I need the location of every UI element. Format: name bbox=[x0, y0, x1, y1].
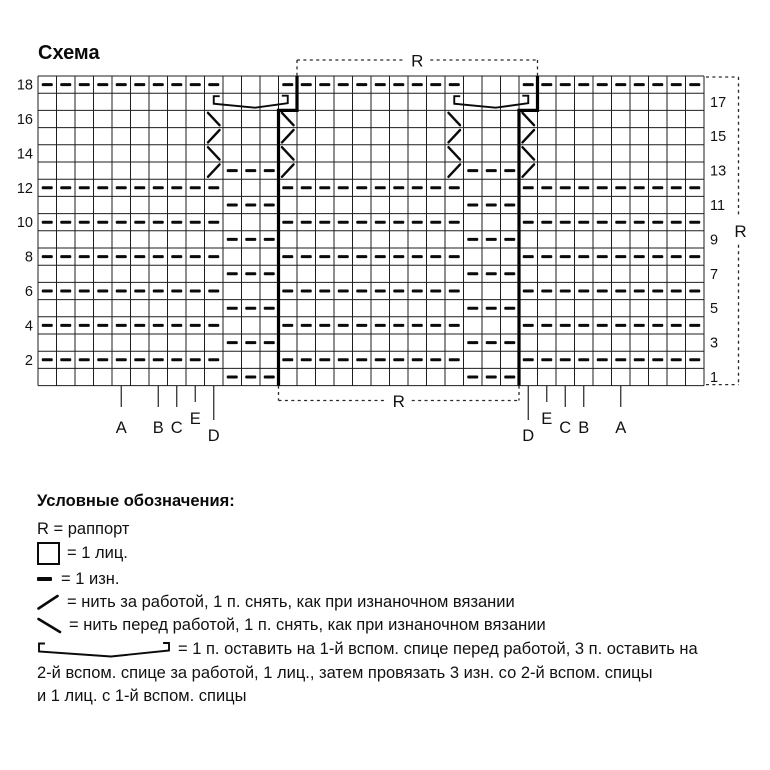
slip-yarn-back-icon bbox=[37, 594, 60, 611]
row-number-left: 6 bbox=[24, 284, 33, 300]
row-numbers-right bbox=[710, 95, 726, 386]
size-marker-letter: C bbox=[559, 419, 572, 437]
row-number-left: 14 bbox=[16, 146, 33, 163]
size-marker-letter: D bbox=[522, 427, 535, 445]
row-number-right: 1 bbox=[710, 370, 719, 386]
row-number-right: 13 bbox=[710, 163, 727, 180]
grid-lines bbox=[38, 76, 704, 386]
row-number-left: 8 bbox=[24, 249, 33, 266]
row-number-left: 18 bbox=[16, 77, 33, 94]
legend-item-slip-back bbox=[37, 591, 752, 613]
size-marker-letter: A bbox=[115, 419, 127, 437]
legend-heading: Условные обозначения: bbox=[37, 492, 235, 510]
knit-square-icon bbox=[37, 542, 60, 565]
rapport-label-top: R bbox=[411, 51, 424, 71]
legend bbox=[37, 492, 752, 710]
size-marker-letter: B bbox=[152, 419, 164, 437]
legend-item-slip-front bbox=[37, 614, 752, 636]
size-marker-letter: B bbox=[578, 419, 590, 437]
row-number-right: 17 bbox=[710, 94, 727, 111]
rapport-label-bottom: R bbox=[392, 392, 405, 411]
legend-knit-text: = 1 лиц. bbox=[67, 544, 128, 562]
row-numbers-left bbox=[17, 78, 33, 369]
row-number-left: 10 bbox=[16, 215, 33, 232]
legend-cable-text-3: и 1 лиц. с 1-й вспом. спицы bbox=[37, 687, 247, 705]
rapport-label-right: R bbox=[734, 221, 747, 241]
purl-dash-icon bbox=[37, 577, 52, 581]
cable-cross-icon bbox=[37, 640, 171, 659]
size-marker-letter: E bbox=[541, 410, 553, 428]
row-number-right: 3 bbox=[710, 335, 719, 352]
legend-item-purl bbox=[37, 568, 752, 590]
row-number-left: 12 bbox=[16, 180, 33, 197]
row-number-right: 9 bbox=[710, 232, 719, 249]
legend-slip-back-text: = нить за работой, 1 п. снять, как при изнаночном вязании bbox=[67, 592, 515, 611]
page-title: Схема bbox=[38, 42, 100, 64]
size-marker-letter: A bbox=[615, 419, 627, 437]
legend-item-rapport bbox=[37, 518, 752, 540]
row-number-left: 4 bbox=[24, 318, 33, 335]
legend-item-cable bbox=[37, 637, 752, 662]
rapport-bracket-top bbox=[297, 52, 538, 77]
row-number-left: 16 bbox=[16, 112, 33, 128]
size-marker-letter: E bbox=[189, 410, 201, 428]
legend-item-knit bbox=[37, 541, 752, 566]
legend-cable-text-1: = 1 п. оставить на 1-й вспом. спице перед работой, 3 п. оставить на bbox=[178, 640, 698, 658]
row-number-left: 2 bbox=[24, 352, 33, 369]
size-marker-letter: D bbox=[207, 427, 220, 445]
size-markers bbox=[116, 386, 627, 445]
row-number-right: 7 bbox=[710, 266, 719, 283]
legend-purl-text: = 1 изн. bbox=[61, 569, 120, 588]
row-number-right: 11 bbox=[710, 198, 726, 214]
legend-rapport-text: R = раппорт bbox=[37, 519, 130, 538]
size-marker-letter: C bbox=[170, 419, 183, 437]
slip-yarn-front-icon bbox=[37, 617, 62, 634]
rapport-bracket-bottom bbox=[279, 386, 520, 411]
legend-cable-text-2: 2-й вспом. спице за работой, 1 лиц., затем провязать 3 изн. со 2-й вспом. спицы bbox=[37, 664, 653, 682]
row-number-right: 5 bbox=[710, 301, 719, 318]
row-number-right: 15 bbox=[710, 129, 727, 146]
legend-slip-front-text: = нить перед работой, 1 п. снять, как при изнаночном вязании bbox=[69, 615, 546, 634]
